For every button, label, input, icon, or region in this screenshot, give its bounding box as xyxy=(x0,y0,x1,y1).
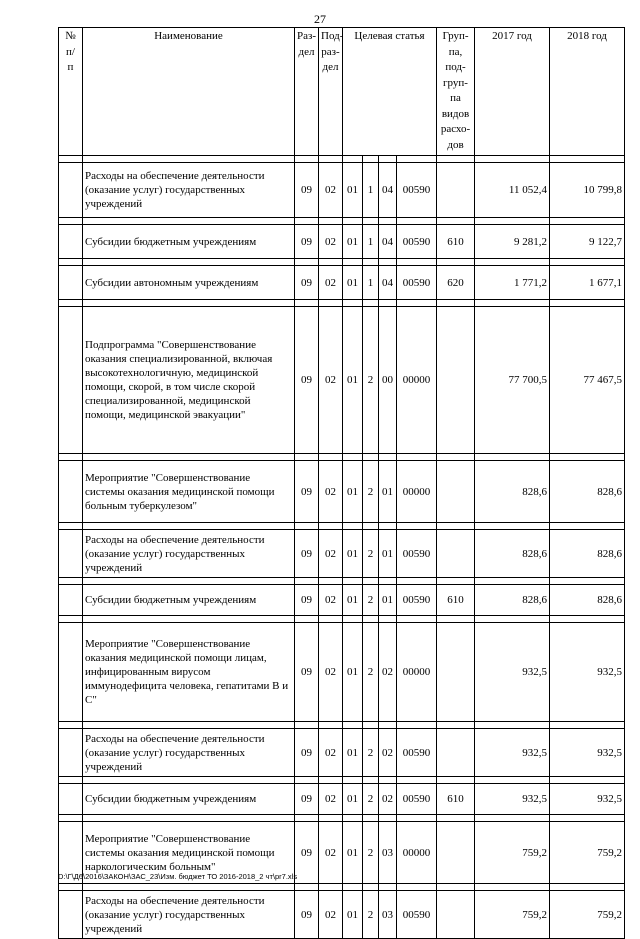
spacer-cell xyxy=(295,156,319,163)
spacer-cell xyxy=(550,454,625,461)
spacer-cell xyxy=(83,300,295,307)
cell-group xyxy=(437,530,475,578)
cell-y2018: 932,5 xyxy=(550,623,625,722)
cell-y2017: 828,6 xyxy=(475,461,550,523)
cell-podrazdel: 02 xyxy=(319,225,343,259)
cell-num xyxy=(59,163,83,218)
cell-num xyxy=(59,461,83,523)
spacer-cell xyxy=(295,616,319,623)
spacer-cell xyxy=(397,578,437,585)
cell-y2017: 77 700,5 xyxy=(475,307,550,454)
spacer-cell xyxy=(363,777,379,784)
spacer-cell xyxy=(363,454,379,461)
spacer-cell xyxy=(295,218,319,225)
spacer-cell xyxy=(437,523,475,530)
cell-podrazdel: 02 xyxy=(319,585,343,616)
row-spacer xyxy=(59,777,625,784)
spacer-cell xyxy=(379,156,397,163)
cell-razdel: 09 xyxy=(295,822,319,884)
spacer-cell xyxy=(475,616,550,623)
cell-group: 610 xyxy=(437,784,475,815)
header-podrazdel: Под- раз- дел xyxy=(319,28,343,156)
row-spacer xyxy=(59,156,625,163)
cell-y2018: 10 799,8 xyxy=(550,163,625,218)
cell-razdel: 09 xyxy=(295,891,319,939)
spacer-cell xyxy=(475,722,550,729)
table-row xyxy=(59,891,625,939)
spacer-cell xyxy=(550,156,625,163)
cell-y2018: 828,6 xyxy=(550,585,625,616)
cell-podrazdel: 02 xyxy=(319,307,343,454)
cell-num xyxy=(59,623,83,722)
cell-t4: 00590 xyxy=(397,266,437,300)
spacer-cell xyxy=(295,454,319,461)
spacer-cell xyxy=(437,616,475,623)
spacer-cell xyxy=(379,454,397,461)
cell-t1: 01 xyxy=(343,623,363,722)
cell-t2: 1 xyxy=(363,163,379,218)
spacer-cell xyxy=(319,156,343,163)
table-row xyxy=(59,623,625,722)
spacer-cell xyxy=(59,454,83,461)
cell-t3: 04 xyxy=(379,225,397,259)
spacer-cell xyxy=(363,815,379,822)
cell-t2: 2 xyxy=(363,623,379,722)
spacer-cell xyxy=(343,616,363,623)
spacer-cell xyxy=(550,815,625,822)
spacer-cell xyxy=(550,722,625,729)
spacer-cell xyxy=(550,777,625,784)
spacer-cell xyxy=(83,218,295,225)
spacer-cell xyxy=(437,300,475,307)
spacer-cell xyxy=(83,722,295,729)
spacer-cell xyxy=(550,884,625,891)
cell-group xyxy=(437,461,475,523)
header-target: Целевая статья xyxy=(343,28,437,156)
cell-t2: 1 xyxy=(363,266,379,300)
cell-num xyxy=(59,225,83,259)
spacer-cell xyxy=(437,777,475,784)
spacer-cell xyxy=(550,616,625,623)
table-row xyxy=(59,225,625,259)
cell-razdel: 09 xyxy=(295,225,319,259)
cell-name: Расходы на обеспечение деятельности (оказание услуг) государственных учреждений xyxy=(83,530,295,578)
spacer-cell xyxy=(437,259,475,266)
spacer-cell xyxy=(397,259,437,266)
spacer-cell xyxy=(295,815,319,822)
spacer-cell xyxy=(59,156,83,163)
cell-group: 610 xyxy=(437,585,475,616)
spacer-cell xyxy=(83,523,295,530)
table-row xyxy=(59,266,625,300)
cell-t3: 01 xyxy=(379,461,397,523)
spacer-cell xyxy=(379,523,397,530)
spacer-cell xyxy=(397,722,437,729)
cell-t1: 01 xyxy=(343,266,363,300)
row-spacer xyxy=(59,616,625,623)
spacer-cell xyxy=(319,578,343,585)
cell-group xyxy=(437,163,475,218)
cell-name: Мероприятие "Совершенствование системы оказания медицинской помощи больным туберкулезом" xyxy=(83,461,295,523)
table-row xyxy=(59,784,625,815)
spacer-cell xyxy=(379,815,397,822)
row-spacer xyxy=(59,884,625,891)
cell-t1: 01 xyxy=(343,822,363,884)
cell-group: 620 xyxy=(437,266,475,300)
row-spacer xyxy=(59,218,625,225)
cell-num xyxy=(59,585,83,616)
cell-t2: 1 xyxy=(363,225,379,259)
spacer-cell xyxy=(343,259,363,266)
cell-y2017: 932,5 xyxy=(475,623,550,722)
spacer-cell xyxy=(397,218,437,225)
spacer-cell xyxy=(379,884,397,891)
cell-t1: 01 xyxy=(343,461,363,523)
spacer-cell xyxy=(319,815,343,822)
spacer-cell xyxy=(437,218,475,225)
cell-num xyxy=(59,891,83,939)
spacer-cell xyxy=(295,259,319,266)
spacer-cell xyxy=(319,722,343,729)
cell-t1: 01 xyxy=(343,585,363,616)
cell-t1: 01 xyxy=(343,729,363,777)
cell-group xyxy=(437,623,475,722)
spacer-cell xyxy=(343,578,363,585)
cell-name: Расходы на обеспечение деятельности (оказание услуг) государственных учреждений xyxy=(83,163,295,218)
cell-razdel: 09 xyxy=(295,530,319,578)
spacer-cell xyxy=(319,454,343,461)
cell-num xyxy=(59,307,83,454)
budget-table xyxy=(58,27,625,939)
cell-t1: 01 xyxy=(343,163,363,218)
cell-razdel: 09 xyxy=(295,729,319,777)
spacer-cell xyxy=(83,259,295,266)
cell-y2018: 9 122,7 xyxy=(550,225,625,259)
spacer-cell xyxy=(295,777,319,784)
cell-name: Субсидии автономным учреждениям xyxy=(83,266,295,300)
cell-num xyxy=(59,266,83,300)
spacer-cell xyxy=(59,300,83,307)
spacer-cell xyxy=(59,722,83,729)
table-row xyxy=(59,729,625,777)
spacer-cell xyxy=(319,884,343,891)
spacer-cell xyxy=(550,218,625,225)
cell-group xyxy=(437,822,475,884)
spacer-cell xyxy=(397,815,437,822)
cell-y2017: 828,6 xyxy=(475,585,550,616)
cell-y2017: 9 281,2 xyxy=(475,225,550,259)
spacer-cell xyxy=(475,777,550,784)
cell-num xyxy=(59,530,83,578)
cell-podrazdel: 02 xyxy=(319,784,343,815)
cell-y2018: 1 677,1 xyxy=(550,266,625,300)
cell-t3: 00 xyxy=(379,307,397,454)
table-row xyxy=(59,461,625,523)
spacer-cell xyxy=(343,722,363,729)
row-spacer xyxy=(59,259,625,266)
table-row xyxy=(59,163,625,218)
cell-y2017: 759,2 xyxy=(475,891,550,939)
spacer-cell xyxy=(59,218,83,225)
cell-razdel: 09 xyxy=(295,585,319,616)
cell-razdel: 09 xyxy=(295,163,319,218)
cell-name: Подпрограмма "Совершенствование оказания специализированной, включая высокотехнологичную, медицинской помощи, скорой, в том числе скорой специализированной, медицинской помощи, медицинской эвакуации" xyxy=(83,307,295,454)
cell-t3: 01 xyxy=(379,585,397,616)
file-path-footer: D:\Г\Д6\2016\ЗАКОН\ЗАС_23\Изм. бюджет ТО 2016-2018_2 чт\pr7.xls xyxy=(58,872,298,881)
cell-podrazdel: 02 xyxy=(319,266,343,300)
spacer-cell xyxy=(550,523,625,530)
cell-t2: 2 xyxy=(363,729,379,777)
spacer-cell xyxy=(397,884,437,891)
spacer-cell xyxy=(295,523,319,530)
spacer-cell xyxy=(475,523,550,530)
spacer-cell xyxy=(363,300,379,307)
spacer-cell xyxy=(475,218,550,225)
cell-podrazdel: 02 xyxy=(319,163,343,218)
cell-t3: 03 xyxy=(379,822,397,884)
spacer-cell xyxy=(363,884,379,891)
spacer-cell xyxy=(550,300,625,307)
spacer-cell xyxy=(319,218,343,225)
cell-t2: 2 xyxy=(363,530,379,578)
cell-t4: 00590 xyxy=(397,225,437,259)
spacer-cell xyxy=(59,815,83,822)
row-spacer xyxy=(59,722,625,729)
cell-t4: 00000 xyxy=(397,461,437,523)
cell-t3: 01 xyxy=(379,530,397,578)
spacer-cell xyxy=(397,777,437,784)
cell-razdel: 09 xyxy=(295,623,319,722)
spacer-cell xyxy=(397,454,437,461)
cell-t3: 02 xyxy=(379,729,397,777)
cell-razdel: 09 xyxy=(295,784,319,815)
cell-num xyxy=(59,784,83,815)
spacer-cell xyxy=(59,523,83,530)
spacer-cell xyxy=(295,300,319,307)
cell-name: Расходы на обеспечение деятельности (оказание услуг) государственных учреждений xyxy=(83,729,295,777)
cell-t2: 2 xyxy=(363,461,379,523)
spacer-cell xyxy=(379,218,397,225)
spacer-cell xyxy=(363,578,379,585)
spacer-cell xyxy=(83,616,295,623)
spacer-cell xyxy=(363,722,379,729)
spacer-cell xyxy=(343,884,363,891)
cell-razdel: 09 xyxy=(295,461,319,523)
header-2017: 2017 год xyxy=(475,28,550,156)
spacer-cell xyxy=(83,454,295,461)
cell-t3: 02 xyxy=(379,623,397,722)
cell-y2018: 828,6 xyxy=(550,461,625,523)
spacer-cell xyxy=(397,156,437,163)
spacer-cell xyxy=(295,722,319,729)
cell-t4: 00590 xyxy=(397,784,437,815)
row-spacer xyxy=(59,523,625,530)
spacer-cell xyxy=(363,218,379,225)
spacer-cell xyxy=(379,578,397,585)
cell-group xyxy=(437,307,475,454)
table-row xyxy=(59,307,625,454)
cell-t1: 01 xyxy=(343,307,363,454)
cell-y2017: 759,2 xyxy=(475,822,550,884)
cell-num xyxy=(59,729,83,777)
cell-razdel: 09 xyxy=(295,266,319,300)
spacer-cell xyxy=(319,300,343,307)
cell-name: Мероприятие "Совершенствование системы оказания медицинской помощи наркологическим больным" xyxy=(83,822,295,884)
cell-name: Субсидии бюджетным учреждениям xyxy=(83,784,295,815)
cell-podrazdel: 02 xyxy=(319,729,343,777)
spacer-cell xyxy=(475,454,550,461)
cell-podrazdel: 02 xyxy=(319,623,343,722)
cell-y2018: 759,2 xyxy=(550,822,625,884)
spacer-cell xyxy=(550,259,625,266)
cell-y2018: 932,5 xyxy=(550,784,625,815)
cell-t4: 00000 xyxy=(397,822,437,884)
spacer-cell xyxy=(475,884,550,891)
spacer-cell xyxy=(363,616,379,623)
spacer-cell xyxy=(475,300,550,307)
cell-t2: 2 xyxy=(363,891,379,939)
cell-name: Мероприятие "Совершенствование оказания медицинской помощи лицам, инфицированным вирусом иммунодефицита человека, гепатитами В и С" xyxy=(83,623,295,722)
header-2018: 2018 год xyxy=(550,28,625,156)
spacer-cell xyxy=(83,578,295,585)
spacer-cell xyxy=(379,616,397,623)
spacer-cell xyxy=(379,300,397,307)
cell-group xyxy=(437,891,475,939)
header-num: № п/ п xyxy=(59,28,83,156)
spacer-cell xyxy=(363,259,379,266)
header-name: Наименование xyxy=(83,28,295,156)
spacer-cell xyxy=(59,777,83,784)
spacer-cell xyxy=(550,578,625,585)
spacer-cell xyxy=(83,156,295,163)
cell-y2017: 1 771,2 xyxy=(475,266,550,300)
cell-t4: 00590 xyxy=(397,729,437,777)
spacer-cell xyxy=(59,616,83,623)
cell-t2: 2 xyxy=(363,822,379,884)
cell-t1: 01 xyxy=(343,530,363,578)
cell-name: Расходы на обеспечение деятельности (оказание услуг) государственных учреждений xyxy=(83,891,295,939)
cell-y2017: 932,5 xyxy=(475,784,550,815)
spacer-cell xyxy=(59,884,83,891)
cell-t4: 00590 xyxy=(397,891,437,939)
cell-name: Субсидии бюджетным учреждениям xyxy=(83,585,295,616)
cell-t1: 01 xyxy=(343,225,363,259)
cell-t3: 03 xyxy=(379,891,397,939)
spacer-cell xyxy=(343,300,363,307)
cell-t3: 04 xyxy=(379,266,397,300)
cell-t3: 04 xyxy=(379,163,397,218)
spacer-cell xyxy=(475,259,550,266)
header-row xyxy=(59,28,625,156)
cell-t4: 00590 xyxy=(397,530,437,578)
spacer-cell xyxy=(319,523,343,530)
cell-y2018: 932,5 xyxy=(550,729,625,777)
row-spacer xyxy=(59,454,625,461)
cell-name: Субсидии бюджетным учреждениям xyxy=(83,225,295,259)
spacer-cell xyxy=(343,815,363,822)
spacer-cell xyxy=(59,259,83,266)
spacer-cell xyxy=(83,884,295,891)
spacer-cell xyxy=(295,578,319,585)
spacer-cell xyxy=(397,523,437,530)
page-number: 27 xyxy=(314,12,326,26)
spacer-cell xyxy=(363,523,379,530)
spacer-cell xyxy=(59,578,83,585)
spacer-cell xyxy=(363,156,379,163)
header-razdel: Раз- дел xyxy=(295,28,319,156)
cell-y2018: 77 467,5 xyxy=(550,307,625,454)
row-spacer xyxy=(59,300,625,307)
spacer-cell xyxy=(397,616,437,623)
spacer-cell xyxy=(437,156,475,163)
cell-t4: 00000 xyxy=(397,307,437,454)
cell-t1: 01 xyxy=(343,784,363,815)
cell-t1: 01 xyxy=(343,891,363,939)
spacer-cell xyxy=(343,777,363,784)
cell-y2017: 828,6 xyxy=(475,530,550,578)
spacer-cell xyxy=(379,259,397,266)
cell-t3: 02 xyxy=(379,784,397,815)
cell-t2: 2 xyxy=(363,784,379,815)
row-spacer xyxy=(59,578,625,585)
spacer-cell xyxy=(437,722,475,729)
cell-t2: 2 xyxy=(363,585,379,616)
spacer-cell xyxy=(437,578,475,585)
cell-podrazdel: 02 xyxy=(319,822,343,884)
spacer-cell xyxy=(319,777,343,784)
spacer-cell xyxy=(397,300,437,307)
row-spacer xyxy=(59,815,625,822)
cell-group: 610 xyxy=(437,225,475,259)
spacer-cell xyxy=(343,454,363,461)
table-row xyxy=(59,585,625,616)
cell-t4: 00590 xyxy=(397,163,437,218)
cell-y2017: 11 052,4 xyxy=(475,163,550,218)
cell-y2018: 759,2 xyxy=(550,891,625,939)
cell-podrazdel: 02 xyxy=(319,461,343,523)
spacer-cell xyxy=(437,815,475,822)
cell-t4: 00590 xyxy=(397,585,437,616)
cell-podrazdel: 02 xyxy=(319,891,343,939)
spacer-cell xyxy=(437,454,475,461)
table-row xyxy=(59,530,625,578)
header-group: Груп- па, под- груп- па видов расхо- дов xyxy=(437,28,475,156)
cell-group xyxy=(437,729,475,777)
spacer-cell xyxy=(475,815,550,822)
spacer-cell xyxy=(343,218,363,225)
spacer-cell xyxy=(343,156,363,163)
cell-podrazdel: 02 xyxy=(319,530,343,578)
spacer-cell xyxy=(437,884,475,891)
cell-razdel: 09 xyxy=(295,307,319,454)
spacer-cell xyxy=(319,259,343,266)
cell-y2017: 932,5 xyxy=(475,729,550,777)
spacer-cell xyxy=(83,815,295,822)
spacer-cell xyxy=(343,523,363,530)
spacer-cell xyxy=(475,156,550,163)
spacer-cell xyxy=(83,777,295,784)
spacer-cell xyxy=(295,884,319,891)
cell-t2: 2 xyxy=(363,307,379,454)
spacer-cell xyxy=(379,722,397,729)
spacer-cell xyxy=(319,616,343,623)
cell-y2018: 828,6 xyxy=(550,530,625,578)
cell-t4: 00000 xyxy=(397,623,437,722)
spacer-cell xyxy=(379,777,397,784)
spacer-cell xyxy=(475,578,550,585)
